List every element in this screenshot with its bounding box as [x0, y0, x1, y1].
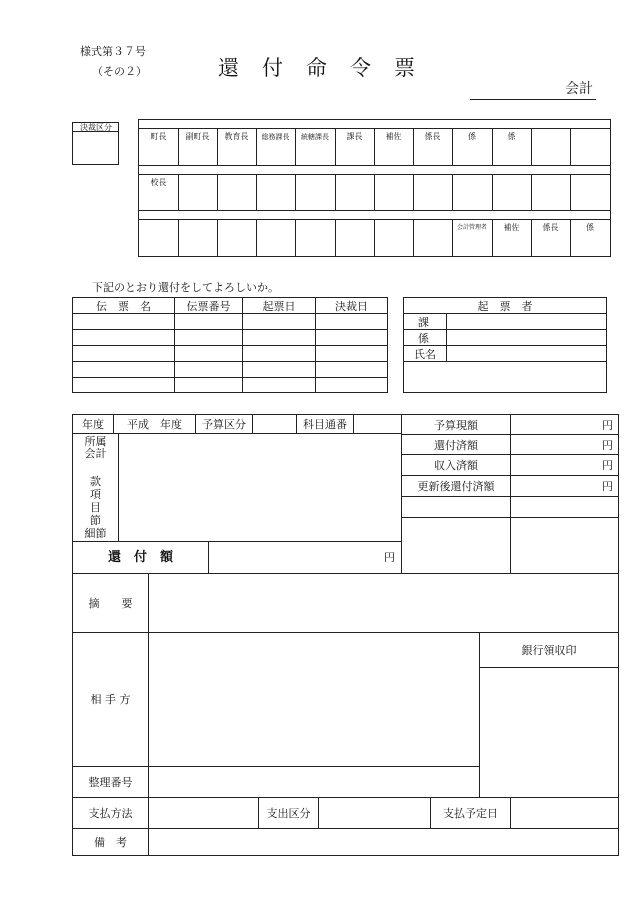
approval-title-general-affairs-chief: 総務課長: [261, 132, 290, 141]
refund-amount-label: 還 付 額: [107, 550, 173, 565]
approval-title-accounting-unit-chief: 係長: [542, 223, 559, 232]
counterparty-field[interactable]: [149, 633, 479, 766]
era-year-value: 平成 年度: [127, 418, 182, 431]
counterparty-label: 相 手 方: [90, 693, 131, 706]
payment-method-label: 支払方法: [88, 806, 133, 820]
approval-title-unit-chief: 係長: [424, 132, 441, 141]
originator-section-label: 課: [418, 315, 429, 329]
slip-header-number: 伝票番号: [186, 299, 231, 313]
decision-category-field[interactable]: [73, 133, 118, 164]
updated-refunded-amount-unit: 円: [602, 480, 613, 493]
payment-method-field[interactable]: [149, 798, 258, 828]
form-number: 様式第３７号: [80, 45, 146, 58]
updated-refunded-amount-label: 更新後還付済額: [417, 480, 495, 493]
slip-header-issue-date: 起票日: [262, 299, 296, 313]
form-variant: （その２）: [92, 65, 147, 78]
approval-title-deputy-mayor: 副町長: [185, 132, 210, 141]
approval-title-accounting-staff: 係: [586, 223, 594, 232]
approval-title-superintendent: 教育長: [224, 132, 249, 141]
account-levels-label: 款 項 目 節 細節: [84, 475, 107, 540]
slip-header-decision-date: 決裁日: [335, 299, 368, 313]
approval-title-staff-1: 係: [468, 132, 476, 141]
account-serial-label: 科目通番: [303, 418, 347, 431]
affiliation-accounting-label: 所属 会計: [84, 435, 107, 460]
summary-field[interactable]: [149, 574, 618, 632]
disbursement-category-field[interactable]: [319, 798, 430, 828]
approval-title-accounting-manager: 会計管理者: [456, 224, 487, 231]
decision-category-label: 決裁区分: [80, 122, 112, 132]
approval-title-principal: 校長: [150, 178, 167, 187]
summary-label: 摘 要: [88, 596, 133, 610]
originator-header: 起 票 者: [477, 299, 533, 313]
scheduled-payment-date-label: 支払予定日: [443, 806, 498, 820]
approval-title-accounting-assistant: 補佐: [503, 223, 520, 232]
reference-number-label: 整理番号: [88, 775, 133, 789]
bank-receipt-stamp-label: 銀行領収印: [521, 643, 577, 657]
intro-text: 下記のとおり還付をしてよろしいか。: [92, 281, 279, 294]
remarks-field[interactable]: [149, 829, 618, 855]
refunded-amount-label: 還付済額: [434, 438, 478, 452]
reference-number-field[interactable]: [149, 767, 479, 797]
remarks-label: 備 考: [94, 835, 127, 849]
approval-title-assistant: 補佐: [385, 132, 402, 141]
received-amount-label: 収入済額: [434, 459, 478, 472]
accounting-label: 会計: [565, 81, 593, 97]
originator-name-label: 氏名: [414, 347, 436, 361]
refunded-amount-unit: 円: [602, 438, 613, 452]
approval-title-supervising-chief: 統轄課長: [301, 132, 329, 141]
approval-title-section-chief: 課長: [346, 132, 363, 141]
page-title: 還 付 命 令 票: [218, 56, 416, 80]
approval-title-staff-2: 係: [507, 132, 516, 141]
refund-amount-field[interactable]: [209, 542, 379, 573]
refund-amount-unit: 円: [384, 551, 395, 564]
approval-title-mayor: 町長: [150, 132, 167, 141]
received-amount-unit: 円: [602, 459, 613, 472]
budget-current-amount-label: 予算現額: [434, 418, 478, 432]
scheduled-payment-date-field[interactable]: [511, 798, 618, 828]
slip-header-name: 伝 票 名: [96, 299, 151, 313]
budget-category-label: 予算区分: [202, 418, 246, 431]
originator-unit-label: 係: [418, 331, 429, 345]
budget-current-amount-unit: 円: [602, 418, 613, 432]
disbursement-category-label: 支出区分: [266, 806, 311, 820]
fiscal-year-label: 年度: [82, 418, 104, 431]
